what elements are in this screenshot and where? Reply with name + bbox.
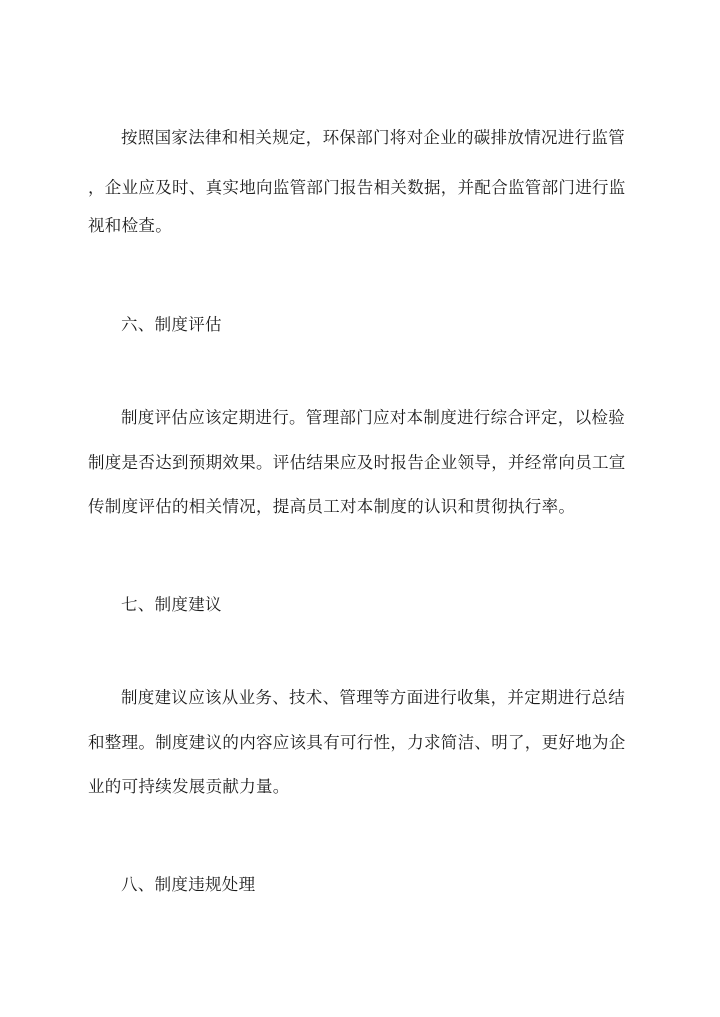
section-eight-heading: 八、制度违规处理 — [121, 875, 256, 894]
section-six-line-3: 传制度评估的相关情况，提高员工对本制度的认识和贯彻执行率。 — [88, 497, 576, 516]
section-six-line-2: 制度是否达到预期效果。评估结果应及时报告企业领导，并经常向员工宣 — [88, 453, 626, 472]
section-seven-line-3: 业的可持续发展贡献力量。 — [88, 777, 290, 796]
paragraph-supervision-line-2: ，企业应及时、真实地向监管部门报告相关数据，并配合监管部门进行监 — [88, 178, 626, 197]
section-six-line-1: 制度评估应该定期进行。管理部门应对本制度进行综合评定，以检验 — [121, 408, 625, 427]
section-seven-line-2: 和整理。制度建议的内容应该具有可行性，力求简洁、明了，更好地为企 — [88, 733, 626, 752]
section-seven-heading: 七、制度建议 — [121, 595, 222, 614]
paragraph-supervision-line-1: 按照国家法律和相关规定，环保部门将对企业的碳排放情况进行监管 — [121, 128, 625, 147]
section-seven-line-1: 制度建议应该从业务、技术、管理等方面进行收集，并定期进行总结 — [121, 688, 625, 707]
paragraph-supervision-line-3: 视和检查。 — [88, 216, 172, 235]
section-six-heading: 六、制度评估 — [121, 315, 222, 334]
